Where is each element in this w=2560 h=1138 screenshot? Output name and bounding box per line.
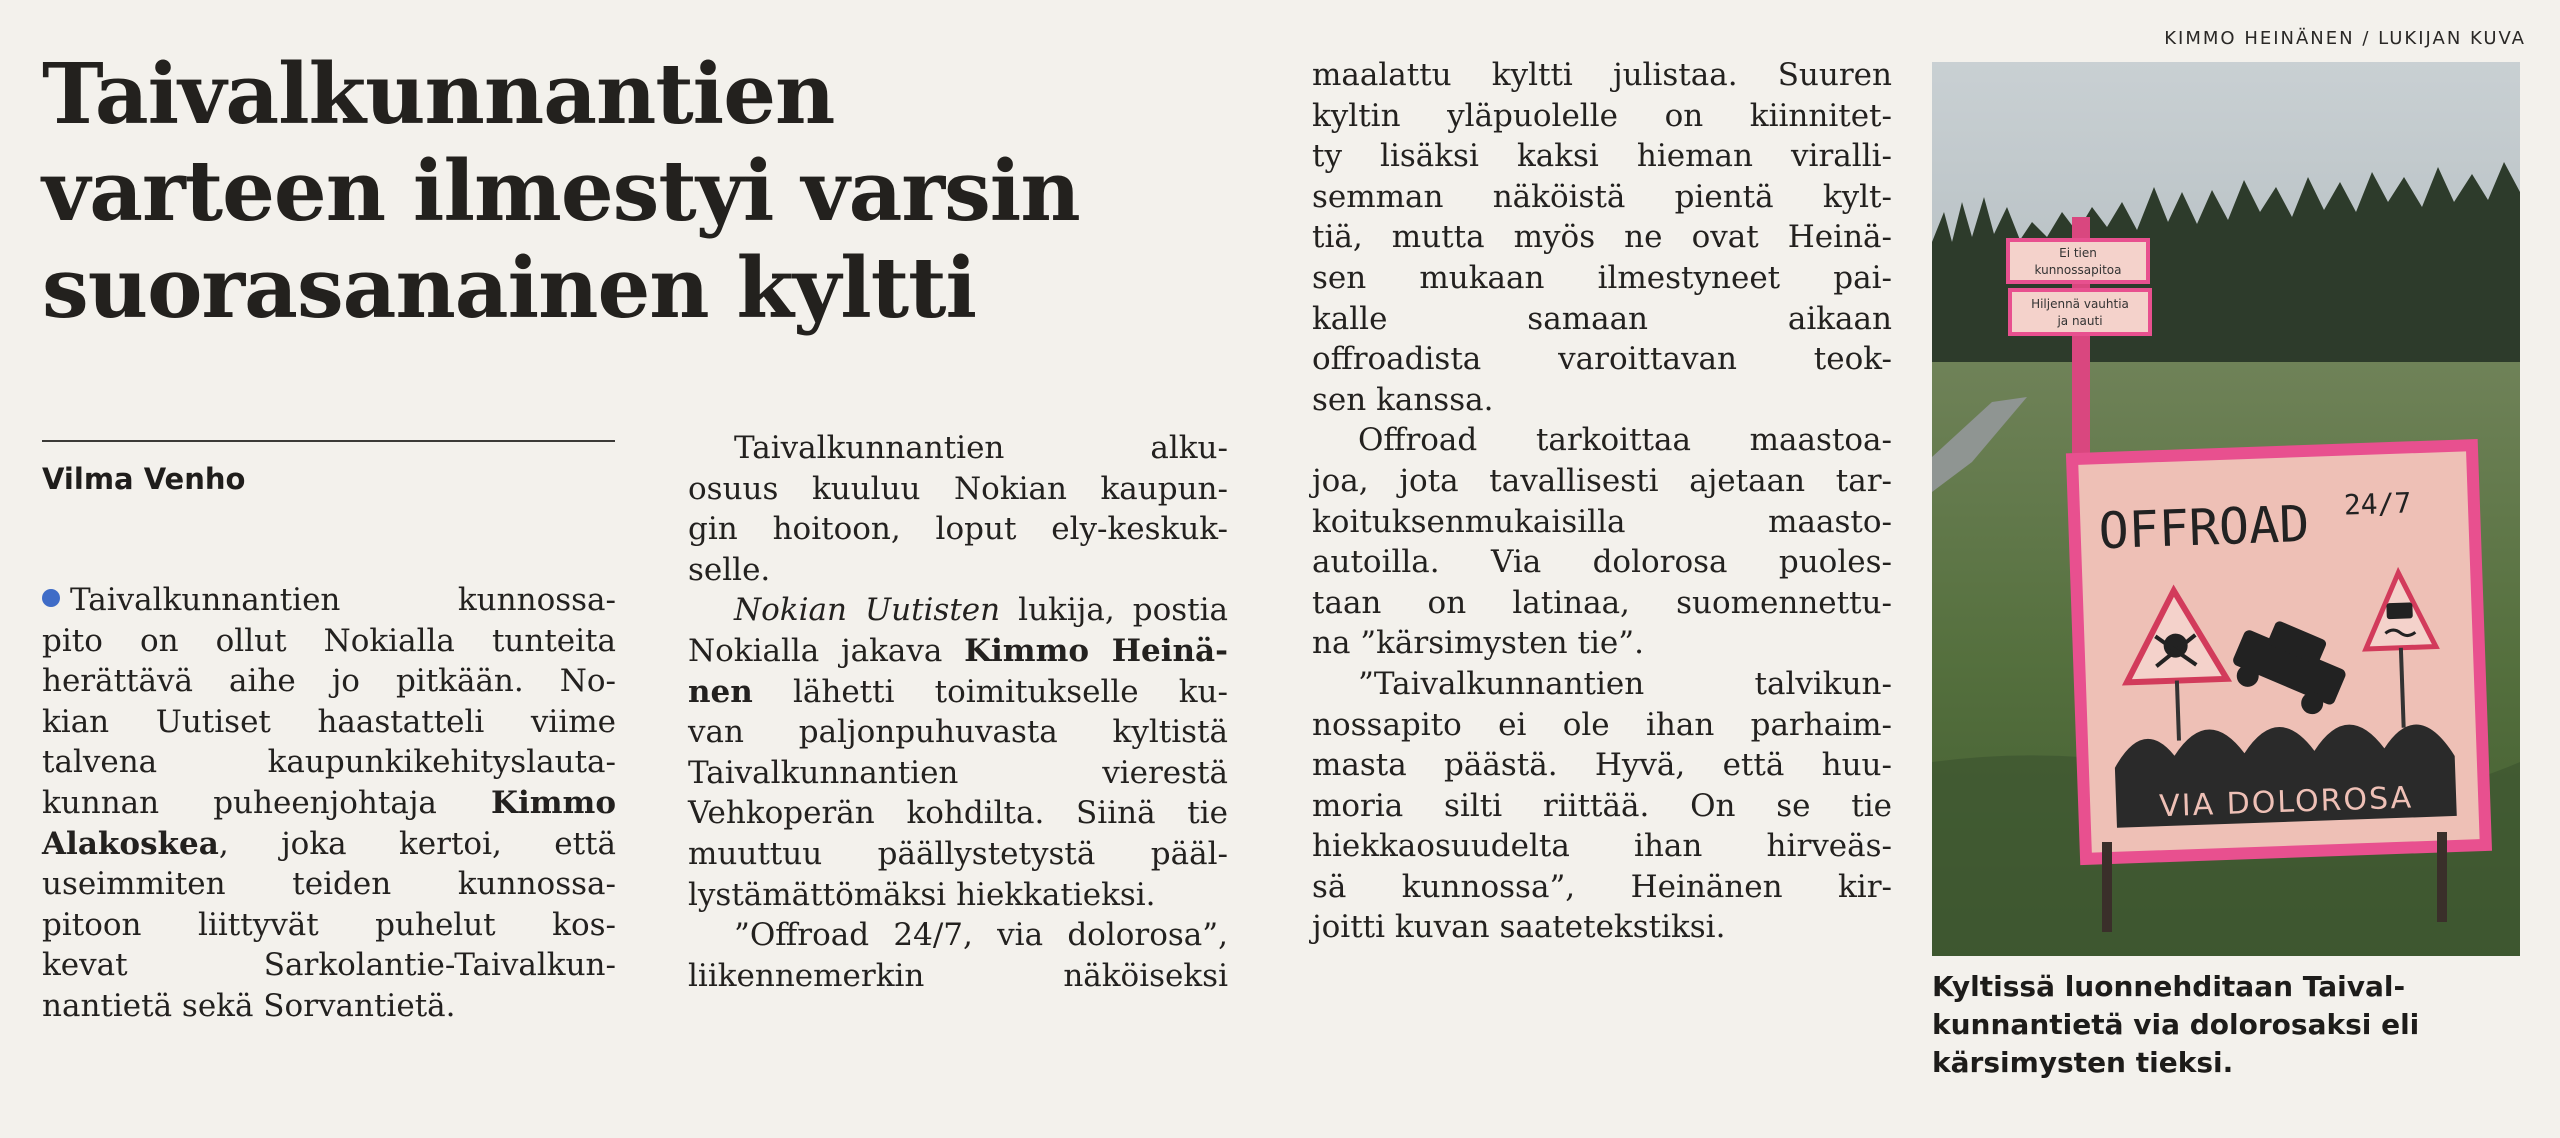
text-line: sen mukaan ilmestyneet pai-: [1312, 259, 1892, 296]
bold-name: nen: [688, 673, 753, 710]
text-line: muuttuu päällystetystä pääl-: [688, 835, 1228, 872]
text-line: Taivalkunnantien alku-: [734, 430, 1228, 466]
text-line: hiekkaosuudelta ihan hirveäs-: [1312, 828, 1892, 865]
sign-superscript: 24/7: [2343, 486, 2412, 522]
bullet-icon: [42, 589, 60, 607]
offroad-sign: [2072, 445, 2486, 859]
text-line: joitti kuvan saatetekstiksi.: [1312, 909, 1726, 946]
text-line: koituksenmukaisilla maasto-: [1312, 503, 1892, 540]
svg-text:Hiljennä vauhtia: Hiljennä vauhtia: [2031, 297, 2129, 311]
text-line: joa, jota tavallisesti ajetaan tar-: [1312, 462, 1892, 499]
text-line: herättävä aihe jo pitkään. No-: [42, 663, 616, 700]
caption-line: kunnantietä via dolorosaksi eli: [1932, 1008, 2420, 1041]
text-line: kunnan puheenjohtaja Kimmo: [42, 784, 616, 821]
text-line: Taivalkunnantien vierestä: [688, 754, 1228, 791]
text-line: kalle samaan aikaan: [1312, 300, 1892, 337]
text-line: kian Uutiset haastatteli viime: [42, 703, 616, 740]
byline: Vilma Venho: [42, 462, 246, 496]
text-line: nossapito ei ole ihan parhaim-: [1312, 706, 1892, 743]
text-line: moria silti riittää. On se tie: [1312, 787, 1892, 824]
article-column-3: [1312, 55, 1892, 948]
headline-line: varteen ilmestyi varsin: [42, 142, 1080, 240]
text-line: Alakoskea, joka kertoi, että: [42, 825, 616, 862]
text-line: offroadista varoittavan teok-: [1312, 341, 1892, 378]
text-line: talvena kaupunkikehityslauta-: [42, 744, 616, 781]
small-sign-2: [2010, 290, 2150, 334]
text-line: Nokian Uutisten lukija, postia: [734, 592, 1228, 629]
text-line: tiä, mutta myös ne ovat Heinä-: [1312, 219, 1892, 256]
text-line: pito on ollut Nokialla tunteita: [42, 622, 616, 659]
sign-title: OFFROAD: [2097, 494, 2311, 561]
text-line: selle.: [688, 551, 771, 588]
text-line: pitoon liittyvät puhelut kos-: [42, 906, 616, 943]
bold-name: Alakoskea: [42, 825, 219, 862]
text-line: Taivalkunnantien kunnossa-: [42, 580, 616, 621]
sign-bottom-text: VIA DOLOROSA: [2158, 780, 2414, 825]
svg-text:kunnossapitoa: kunnossapitoa: [2034, 263, 2122, 277]
text-line: osuus kuuluu Nokian kaupun-: [688, 470, 1228, 507]
text-line: na ”kärsimysten tie”.: [1312, 625, 1644, 662]
photo-credit: KIMMO HEINÄNEN / LUKIJAN KUVA: [2164, 28, 2526, 49]
text-line: Vehkoperän kohdilta. Siinä tie: [688, 795, 1228, 832]
text-line: kyltin yläpuolelle on kiinnitet-: [1312, 97, 1892, 134]
text-line: useimmiten teiden kunnossa-: [42, 866, 616, 903]
byline-divider: [42, 440, 615, 442]
text-line: van paljonpuhuvasta kyltistä: [688, 714, 1228, 751]
sign-leg-right: [2437, 832, 2447, 922]
small-sign-1: [2008, 240, 2148, 282]
caption-line: Kyltissä luonnehditaan Taival-: [1932, 970, 2406, 1003]
text-line: maalattu kyltti julistaa. Suuren: [1312, 57, 1892, 93]
bold-name: Kimmo Heinä-: [964, 632, 1228, 669]
article-photo: [1932, 62, 2520, 956]
headline-line: Taivalkunnantien: [42, 45, 835, 143]
photo-caption: [1932, 968, 2520, 1082]
svg-text:ja nauti: ja nauti: [2057, 314, 2103, 328]
text-line: nantietä sekä Sorvantietä.: [42, 987, 456, 1024]
text-line: ty lisäksi kaksi hieman viralli-: [1312, 138, 1892, 175]
text-line: Offroad tarkoittaa maastoa-: [1358, 422, 1892, 459]
sign-leg-left: [2102, 842, 2112, 932]
headline-line: suorasanainen kyltti: [42, 239, 976, 337]
article-column-2: [688, 428, 1228, 996]
text-line: ”Offroad 24/7, via dolorosa”,: [734, 917, 1228, 954]
caption-line: kärsimysten tieksi.: [1932, 1046, 2234, 1079]
text-line: sä kunnossa”, Heinänen kir-: [1312, 868, 1892, 905]
article-column-1: [42, 580, 616, 1027]
text-line: kevat Sarkolantie-Taivalkun-: [42, 947, 616, 984]
text-line: lystämättömäksi hiekkatieksi.: [688, 876, 1156, 913]
text-line: sen kanssa.: [1312, 381, 1494, 418]
text-line: liikennemerkin näköiseksi: [688, 957, 1228, 994]
bold-name: Kimmo: [491, 784, 616, 821]
photo-illustration: [1932, 62, 2520, 956]
article-headline: [42, 46, 1262, 337]
text-line: gin hoitoon, loput ely-keskuk-: [688, 511, 1228, 548]
text-line: taan on latinaa, suomennettu-: [1312, 584, 1892, 621]
text-line: Nokialla jakava Kimmo Heinä-: [688, 632, 1228, 669]
text-line: autoilla. Via dolorosa puoles-: [1312, 544, 1892, 581]
text-line: masta päästä. Hyvä, että huu-: [1312, 747, 1892, 784]
text-line: ”Taivalkunnantien talvikun-: [1358, 665, 1892, 702]
italic-title: Nokian Uutisten: [734, 592, 1001, 629]
svg-text:Ei tien: Ei tien: [2059, 246, 2097, 260]
text-line: nen lähetti toimitukselle ku-: [688, 673, 1228, 710]
text-line: semman näköistä pientä kylt-: [1312, 178, 1892, 215]
